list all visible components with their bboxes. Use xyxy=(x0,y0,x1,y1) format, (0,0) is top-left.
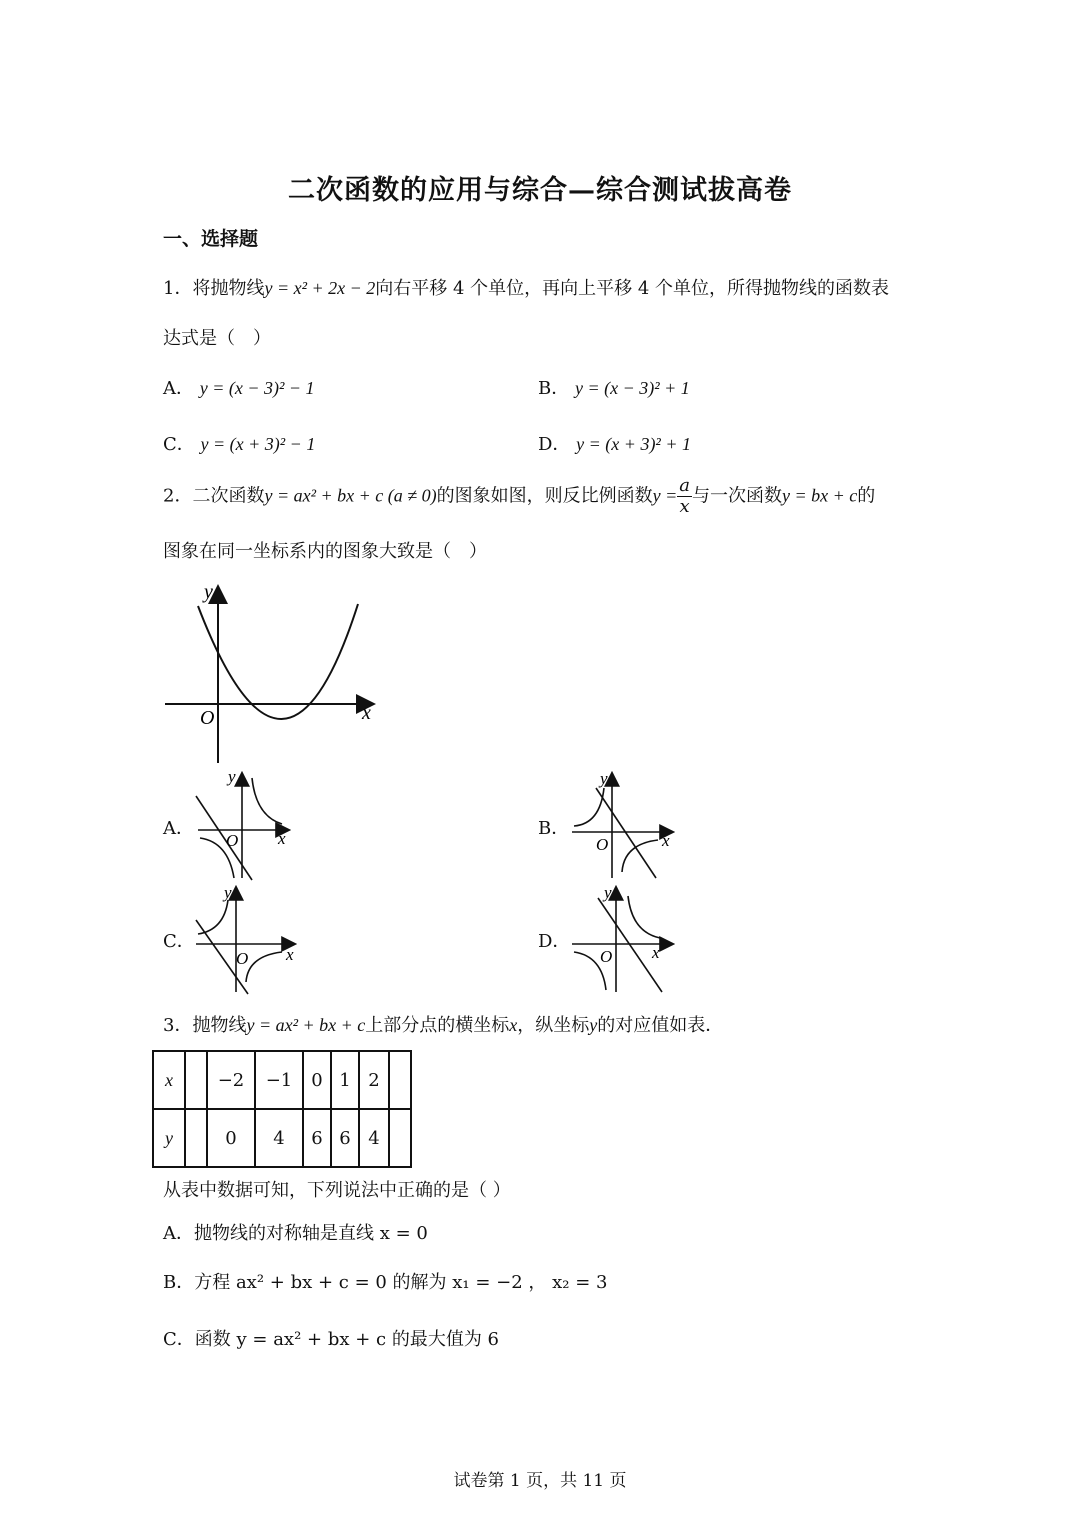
q2-stem-e: 图象在同一坐标系内的图象大致是（ ） xyxy=(163,541,487,562)
svg-text:O: O xyxy=(236,949,249,968)
table-cell: 0 xyxy=(303,1051,331,1109)
page-footer: 试卷第 1 页，共 11 页 xyxy=(453,1471,627,1491)
svg-text:O: O xyxy=(226,831,239,850)
q1-option-c-text: y = (x + 3)² − 1 xyxy=(200,434,316,454)
q1-stem-a: 将抛物线 xyxy=(192,278,265,299)
table-cell: 2 xyxy=(359,1051,389,1109)
hyperbola-branch xyxy=(628,896,660,938)
svg-text:x: x xyxy=(652,943,660,962)
table-row xyxy=(153,1051,411,1109)
table-cell: 6 xyxy=(303,1109,331,1167)
q1-option-b[interactable]: B． y = (x − 3)² + 1 xyxy=(538,378,690,399)
hyperbola-branch xyxy=(246,952,282,982)
q1-stem-c: 达式是（ ） xyxy=(163,328,271,349)
table-cell: −2 xyxy=(207,1051,255,1109)
q1-expr: y = x² + 2x − 2 xyxy=(264,278,376,298)
q3-option-a[interactable]: A．抛物线的对称轴是直线 x = 0 xyxy=(163,1223,428,1244)
q3-number: 3． xyxy=(163,1015,193,1036)
q3-option-b-text: 方程 ax² + bx + c = 0 的解为 x₁ = −2 ， x₂ = 3 xyxy=(194,1272,608,1293)
hyperbola-branch xyxy=(252,778,282,824)
q3-expr: y = ax² + bx + c xyxy=(246,1015,366,1035)
svg-text:x: x xyxy=(662,831,670,850)
q1-stem-b: 向右平移 4 个单位，再向上平移 4 个单位，所得抛物线的函数表 xyxy=(375,278,890,299)
q2-expr2: y = bx + c xyxy=(782,485,858,506)
table-cell xyxy=(389,1109,411,1167)
table-cell xyxy=(389,1051,411,1109)
section-heading: 一、选择题 xyxy=(163,228,259,250)
q2-fraction: $\frac{a}{x}$ xyxy=(679,475,690,517)
q2-expr1: y = ax² + bx + c (a ≠ 0) xyxy=(264,485,437,506)
table-cell: x xyxy=(153,1051,185,1109)
q1-option-b-text: y = (x − 3)² + 1 xyxy=(574,378,690,398)
q1-option-d-text: y = (x + 3)² + 1 xyxy=(576,434,691,454)
table-cell: 4 xyxy=(255,1109,303,1167)
svg-text:y: y xyxy=(600,769,608,788)
q1-stem-line1 xyxy=(163,274,889,300)
table-cell: 0 xyxy=(207,1109,255,1167)
q2-parabola-figure xyxy=(160,578,385,768)
q2-option-c-graph[interactable] xyxy=(190,882,305,997)
svg-text:y: y xyxy=(224,883,232,902)
table-cell xyxy=(185,1051,207,1109)
table-cell: 4 xyxy=(359,1109,389,1167)
origin-label: O xyxy=(200,707,215,729)
q1-option-a-text: y = (x − 3)² − 1 xyxy=(199,378,315,398)
q2-option-b-label[interactable]: B． xyxy=(538,818,570,839)
q2-option-b-graph[interactable] xyxy=(566,768,681,883)
svg-text:x: x xyxy=(286,945,294,964)
q1-option-a[interactable]: A． y = (x − 3)² − 1 xyxy=(163,378,315,399)
q3-value-table xyxy=(152,1050,412,1168)
svg-text:O: O xyxy=(600,947,613,966)
parabola-curve xyxy=(198,604,358,719)
q3-option-b[interactable]: B．方程 ax² + bx + c = 0 的解为 x₁ = −2 ， x₂ = 3 xyxy=(163,1272,608,1293)
q3-option-c-text: 函数 y = ax² + bx + c 的最大值为 6 xyxy=(194,1329,499,1350)
table-cell: 1 xyxy=(331,1051,359,1109)
line-graph xyxy=(196,796,252,880)
page-title: 二次函数的应用与综合—综合测试拔高卷 xyxy=(288,175,792,206)
q1-option-c[interactable]: C． y = (x + 3)² − 1 xyxy=(163,434,316,455)
table-row xyxy=(153,1109,411,1167)
q2-stem-line1: 2．二次函数y = ax² + bx + c (a ≠ 0)的图象如图，则反比例函数y = $\frac{a}{x}$ 与一次函数y = bx + c的 xyxy=(163,475,876,517)
table-cell xyxy=(185,1109,207,1167)
line-graph xyxy=(596,788,656,878)
table-cell: 6 xyxy=(331,1109,359,1167)
q3-option-a-text: 抛物线的对称轴是直线 x = 0 xyxy=(194,1223,428,1244)
hyperbola-branch xyxy=(622,840,658,872)
q2-number: 2． xyxy=(163,485,193,507)
q2-option-c-label[interactable]: C． xyxy=(163,931,195,952)
y-label: y xyxy=(204,581,213,603)
q3-stem: 3．抛物线y = ax² + bx + c上部分点的横坐标x，纵坐标y的对应值如表． xyxy=(163,1015,724,1036)
q1-option-d[interactable]: D． y = (x + 3)² + 1 xyxy=(538,434,691,455)
table-cell: y xyxy=(153,1109,185,1167)
q2-option-d-graph[interactable] xyxy=(566,882,681,997)
q3-option-c[interactable]: C．函数 y = ax² + bx + c 的最大值为 6 xyxy=(163,1329,499,1350)
q1-number: 1． xyxy=(163,278,193,299)
svg-text:x: x xyxy=(278,829,286,848)
svg-text:O: O xyxy=(596,835,609,854)
svg-text:y: y xyxy=(228,768,236,786)
svg-text:y: y xyxy=(604,883,612,902)
q3-after-table: 从表中数据可知，下列说法中正确的是（ ） xyxy=(163,1180,511,1201)
x-label: x xyxy=(362,702,371,724)
q2-option-a-label[interactable]: A． xyxy=(163,818,194,839)
q2-option-a-graph[interactable] xyxy=(190,768,300,883)
table-cell: −1 xyxy=(255,1051,303,1109)
q2-option-d-label[interactable]: D． xyxy=(538,931,571,952)
